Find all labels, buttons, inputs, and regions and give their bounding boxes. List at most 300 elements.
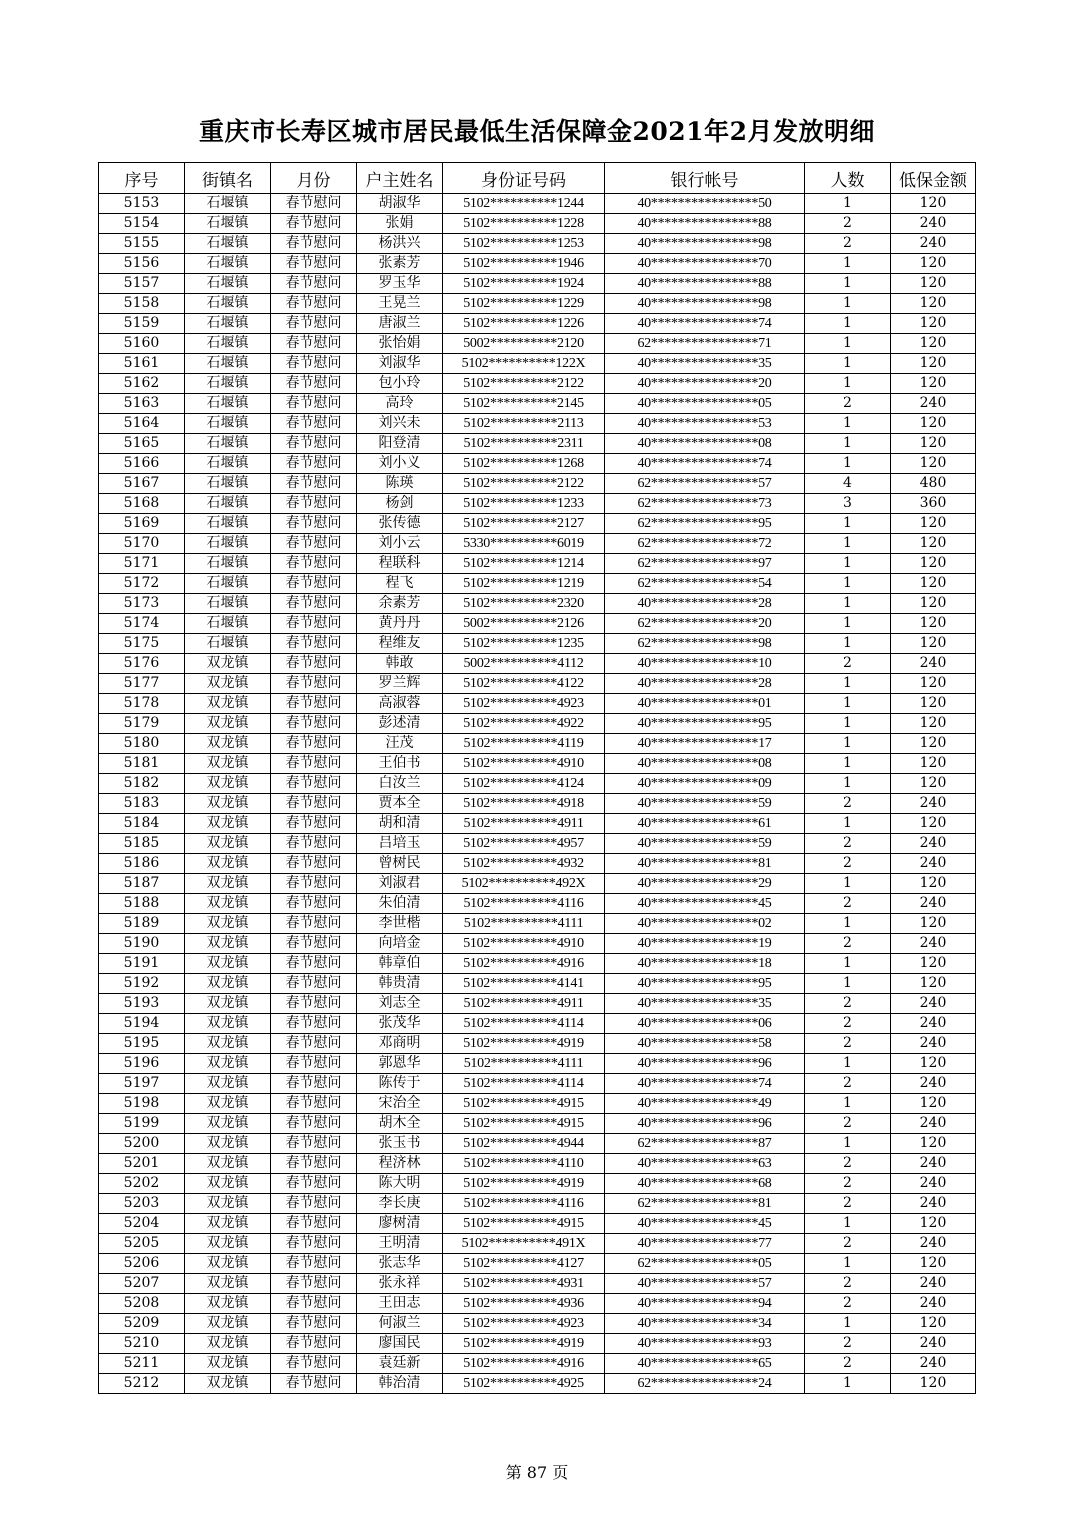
table-row	[99, 974, 976, 994]
row-index: 5177	[99, 674, 185, 694]
row-month: 春节慰问	[271, 594, 357, 614]
table-row	[99, 1054, 976, 1074]
row-town: 双龙镇	[185, 894, 271, 914]
table-row	[99, 954, 976, 974]
row-id-number: 5102**********2113	[443, 414, 605, 434]
row-id-number: 5102**********1253	[443, 234, 605, 254]
table-row	[99, 1314, 976, 1334]
row-id-number: 5102**********4922	[443, 714, 605, 734]
row-householder: 刘兴未	[357, 414, 443, 434]
row-householder: 刘小云	[357, 534, 443, 554]
row-amount: 120	[891, 334, 976, 354]
row-id-number: 5102**********4114	[443, 1074, 605, 1094]
row-index: 5195	[99, 1034, 185, 1054]
row-town: 石堰镇	[185, 574, 271, 594]
row-month: 春节慰问	[271, 994, 357, 1014]
row-bank-account: 40****************01	[605, 694, 805, 714]
row-town: 双龙镇	[185, 1054, 271, 1074]
row-id-number: 5102**********4944	[443, 1134, 605, 1154]
row-bank-account: 40****************93	[605, 1334, 805, 1354]
row-id-number: 5102**********4124	[443, 774, 605, 794]
row-town: 石堰镇	[185, 234, 271, 254]
row-persons: 1	[805, 554, 891, 574]
row-month: 春节慰问	[271, 1114, 357, 1134]
row-id-number: 5002**********2120	[443, 334, 605, 354]
row-index: 5208	[99, 1294, 185, 1314]
row-bank-account: 62****************57	[605, 474, 805, 494]
row-householder: 王明清	[357, 1234, 443, 1254]
row-id-number: 5102**********491X	[443, 1234, 605, 1254]
row-amount: 240	[891, 994, 976, 1014]
row-amount: 240	[891, 1334, 976, 1354]
row-town: 石堰镇	[185, 614, 271, 634]
row-householder: 阳登清	[357, 434, 443, 454]
row-persons: 2	[805, 794, 891, 814]
row-persons: 1	[805, 254, 891, 274]
row-householder: 王田志	[357, 1294, 443, 1314]
row-amount: 120	[891, 274, 976, 294]
row-householder: 罗兰辉	[357, 674, 443, 694]
row-month: 春节慰问	[271, 574, 357, 594]
row-town: 石堰镇	[185, 434, 271, 454]
row-id-number: 5102**********4915	[443, 1094, 605, 1114]
row-index: 5165	[99, 434, 185, 454]
table-row	[99, 894, 976, 914]
row-index: 5190	[99, 934, 185, 954]
row-id-number: 5102**********2145	[443, 394, 605, 414]
row-bank-account: 40****************88	[605, 214, 805, 234]
row-index: 5196	[99, 1054, 185, 1074]
row-month: 春节慰问	[271, 1354, 357, 1374]
row-householder: 张怡娟	[357, 334, 443, 354]
row-month: 春节慰问	[271, 494, 357, 514]
row-bank-account: 40****************98	[605, 294, 805, 314]
row-index: 5200	[99, 1134, 185, 1154]
row-index: 5174	[99, 614, 185, 634]
row-index: 5180	[99, 734, 185, 754]
row-index: 5188	[99, 894, 185, 914]
table-row	[99, 634, 976, 654]
table-row	[99, 534, 976, 554]
row-amount: 240	[891, 1014, 976, 1034]
row-amount: 240	[891, 1034, 976, 1054]
row-householder: 袁廷新	[357, 1354, 443, 1374]
row-month: 春节慰问	[271, 614, 357, 634]
row-persons: 1	[805, 974, 891, 994]
row-householder: 程济林	[357, 1154, 443, 1174]
row-town: 双龙镇	[185, 874, 271, 894]
table-row	[99, 374, 976, 394]
row-amount: 240	[891, 894, 976, 914]
row-index: 5171	[99, 554, 185, 574]
row-id-number: 5102**********4916	[443, 1354, 605, 1374]
row-month: 春节慰问	[271, 794, 357, 814]
data-table	[98, 162, 976, 1394]
row-id-number: 5102**********4931	[443, 1274, 605, 1294]
row-householder: 何淑兰	[357, 1314, 443, 1334]
row-persons: 1	[805, 1134, 891, 1154]
row-persons: 1	[805, 414, 891, 434]
row-town: 石堰镇	[185, 494, 271, 514]
row-month: 春节慰问	[271, 714, 357, 734]
row-index: 5209	[99, 1314, 185, 1334]
row-bank-account: 40****************06	[605, 1014, 805, 1034]
row-index: 5211	[99, 1354, 185, 1374]
row-amount: 240	[891, 1114, 976, 1134]
row-id-number: 5102**********1226	[443, 314, 605, 334]
row-id-number: 5102**********2122	[443, 374, 605, 394]
row-bank-account: 40****************81	[605, 854, 805, 874]
row-bank-account: 62****************95	[605, 514, 805, 534]
row-persons: 1	[805, 634, 891, 654]
row-town: 双龙镇	[185, 694, 271, 714]
table-row	[99, 434, 976, 454]
row-month: 春节慰问	[271, 954, 357, 974]
row-persons: 2	[805, 1034, 891, 1054]
row-amount: 120	[891, 914, 976, 934]
row-householder: 程联科	[357, 554, 443, 574]
row-persons: 1	[805, 714, 891, 734]
row-bank-account: 40****************68	[605, 1174, 805, 1194]
row-town: 双龙镇	[185, 994, 271, 1014]
table-row	[99, 654, 976, 674]
table-row	[99, 734, 976, 754]
row-town: 双龙镇	[185, 1154, 271, 1174]
row-amount: 120	[891, 514, 976, 534]
row-index: 5197	[99, 1074, 185, 1094]
row-id-number: 5102**********1268	[443, 454, 605, 474]
table-row	[99, 1294, 976, 1314]
row-town: 双龙镇	[185, 1294, 271, 1314]
row-persons: 1	[805, 954, 891, 974]
row-bank-account: 40****************08	[605, 434, 805, 454]
row-month: 春节慰问	[271, 254, 357, 274]
row-index: 5179	[99, 714, 185, 734]
row-persons: 2	[805, 934, 891, 954]
row-id-number: 5102**********4923	[443, 694, 605, 714]
row-householder: 向培金	[357, 934, 443, 954]
row-index: 5164	[99, 414, 185, 434]
row-town: 双龙镇	[185, 1374, 271, 1394]
row-householder: 吕培玉	[357, 834, 443, 854]
row-town: 石堰镇	[185, 274, 271, 294]
row-town: 双龙镇	[185, 1034, 271, 1054]
row-index: 5210	[99, 1334, 185, 1354]
row-index: 5201	[99, 1154, 185, 1174]
row-amount: 240	[891, 1294, 976, 1314]
row-town: 双龙镇	[185, 914, 271, 934]
row-amount: 120	[891, 754, 976, 774]
row-month: 春节慰问	[271, 1334, 357, 1354]
row-town: 石堰镇	[185, 634, 271, 654]
row-month: 春节慰问	[271, 514, 357, 534]
row-id-number: 5102**********4915	[443, 1214, 605, 1234]
row-index: 5168	[99, 494, 185, 514]
row-bank-account: 40****************28	[605, 594, 805, 614]
row-id-number: 5102**********1924	[443, 274, 605, 294]
row-town: 石堰镇	[185, 534, 271, 554]
row-id-number: 5102**********4916	[443, 954, 605, 974]
row-householder: 陈大明	[357, 1174, 443, 1194]
table-row	[99, 1254, 976, 1274]
row-householder: 韩敢	[357, 654, 443, 674]
row-index: 5193	[99, 994, 185, 1014]
row-householder: 宋治全	[357, 1094, 443, 1114]
row-town: 双龙镇	[185, 1114, 271, 1134]
row-id-number: 5102**********492X	[443, 874, 605, 894]
row-persons: 2	[805, 1114, 891, 1134]
row-month: 春节慰问	[271, 1194, 357, 1214]
row-householder: 高淑蓉	[357, 694, 443, 714]
row-householder: 廖树清	[357, 1214, 443, 1234]
row-bank-account: 62****************05	[605, 1254, 805, 1274]
row-amount: 120	[891, 294, 976, 314]
row-amount: 240	[891, 1174, 976, 1194]
row-id-number: 5102**********2311	[443, 434, 605, 454]
table-row	[99, 1374, 976, 1394]
row-householder: 汪茂	[357, 734, 443, 754]
row-town: 石堰镇	[185, 214, 271, 234]
row-town: 石堰镇	[185, 514, 271, 534]
row-month: 春节慰问	[271, 854, 357, 874]
row-householder: 曾树民	[357, 854, 443, 874]
row-id-number: 5102**********4936	[443, 1294, 605, 1314]
row-bank-account: 40****************94	[605, 1294, 805, 1314]
row-month: 春节慰问	[271, 874, 357, 894]
row-bank-account: 62****************24	[605, 1374, 805, 1394]
row-bank-account: 40****************74	[605, 454, 805, 474]
row-persons: 1	[805, 274, 891, 294]
row-householder: 彭述清	[357, 714, 443, 734]
row-town: 双龙镇	[185, 1234, 271, 1254]
row-index: 5172	[99, 574, 185, 594]
row-index: 5156	[99, 254, 185, 274]
row-town: 双龙镇	[185, 734, 271, 754]
row-persons: 1	[805, 614, 891, 634]
page-title: 重庆市长寿区城市居民最低生活保障金2021年2月发放明细	[199, 117, 875, 146]
row-bank-account: 40****************95	[605, 974, 805, 994]
table-row	[99, 1154, 976, 1174]
row-month: 春节慰问	[271, 1054, 357, 1074]
col-header-town: 街镇名	[185, 163, 271, 194]
row-persons: 2	[805, 994, 891, 1014]
row-town: 双龙镇	[185, 1354, 271, 1374]
table-row	[99, 1034, 976, 1054]
row-householder: 胡木全	[357, 1114, 443, 1134]
row-id-number: 5102**********4910	[443, 934, 605, 954]
row-bank-account: 40****************74	[605, 1074, 805, 1094]
row-town: 石堰镇	[185, 414, 271, 434]
col-header-index: 序号	[99, 163, 185, 194]
row-amount: 120	[891, 1314, 976, 1334]
row-month: 春节慰问	[271, 734, 357, 754]
row-month: 春节慰问	[271, 1374, 357, 1394]
row-persons: 2	[805, 1154, 891, 1174]
row-bank-account: 40****************57	[605, 1274, 805, 1294]
row-amount: 120	[891, 574, 976, 594]
row-amount: 120	[891, 874, 976, 894]
row-amount: 240	[891, 214, 976, 234]
row-index: 5206	[99, 1254, 185, 1274]
table-row	[99, 394, 976, 414]
table-row	[99, 1354, 976, 1374]
row-bank-account: 40****************88	[605, 274, 805, 294]
row-id-number: 5102**********4918	[443, 794, 605, 814]
row-householder: 张素芳	[357, 254, 443, 274]
row-id-number: 5102**********4915	[443, 1114, 605, 1134]
row-bank-account: 40****************74	[605, 314, 805, 334]
row-town: 双龙镇	[185, 1094, 271, 1114]
row-month: 春节慰问	[271, 1234, 357, 1254]
row-town: 双龙镇	[185, 954, 271, 974]
row-bank-account: 40****************98	[605, 234, 805, 254]
page-number: 第 87 页	[505, 1463, 569, 1482]
row-month: 春节慰问	[271, 634, 357, 654]
row-amount: 120	[891, 454, 976, 474]
row-id-number: 5102**********4122	[443, 674, 605, 694]
row-amount: 240	[891, 794, 976, 814]
row-town: 双龙镇	[185, 814, 271, 834]
row-month: 春节慰问	[271, 1314, 357, 1334]
row-bank-account: 40****************29	[605, 874, 805, 894]
row-month: 春节慰问	[271, 194, 357, 214]
row-town: 双龙镇	[185, 1214, 271, 1234]
table-row	[99, 934, 976, 954]
row-id-number: 5102**********4110	[443, 1154, 605, 1174]
row-town: 石堰镇	[185, 354, 271, 374]
table-row	[99, 1194, 976, 1214]
row-index: 5207	[99, 1274, 185, 1294]
row-month: 春节慰问	[271, 534, 357, 554]
row-town: 石堰镇	[185, 194, 271, 214]
row-month: 春节慰问	[271, 914, 357, 934]
row-town: 石堰镇	[185, 554, 271, 574]
row-amount: 120	[891, 554, 976, 574]
row-month: 春节慰问	[271, 454, 357, 474]
row-persons: 2	[805, 1334, 891, 1354]
row-id-number: 5102**********4116	[443, 894, 605, 914]
row-month: 春节慰问	[271, 434, 357, 454]
row-amount: 120	[891, 354, 976, 374]
row-bank-account: 40****************34	[605, 1314, 805, 1334]
row-householder: 王伯书	[357, 754, 443, 774]
row-householder: 刘淑华	[357, 354, 443, 374]
row-town: 双龙镇	[185, 1274, 271, 1294]
row-month: 春节慰问	[271, 674, 357, 694]
row-householder: 胡和清	[357, 814, 443, 834]
row-persons: 1	[805, 574, 891, 594]
row-town: 双龙镇	[185, 774, 271, 794]
row-bank-account: 40****************20	[605, 374, 805, 394]
row-id-number: 5102**********1229	[443, 294, 605, 314]
row-index: 5189	[99, 914, 185, 934]
row-month: 春节慰问	[271, 894, 357, 914]
row-amount: 120	[891, 1374, 976, 1394]
row-town: 双龙镇	[185, 1134, 271, 1154]
row-persons: 1	[805, 354, 891, 374]
row-index: 5167	[99, 474, 185, 494]
row-persons: 1	[805, 674, 891, 694]
row-index: 5187	[99, 874, 185, 894]
row-persons: 1	[805, 374, 891, 394]
row-index: 5205	[99, 1234, 185, 1254]
row-month: 春节慰问	[271, 974, 357, 994]
row-householder: 白汝兰	[357, 774, 443, 794]
table-row	[99, 814, 976, 834]
row-id-number: 5102**********1214	[443, 554, 605, 574]
row-bank-account: 62****************97	[605, 554, 805, 574]
row-persons: 2	[805, 1074, 891, 1094]
row-index: 5199	[99, 1114, 185, 1134]
row-town: 石堰镇	[185, 394, 271, 414]
row-index: 5176	[99, 654, 185, 674]
row-persons: 2	[805, 1274, 891, 1294]
row-id-number: 5102**********4114	[443, 1014, 605, 1034]
row-town: 石堰镇	[185, 474, 271, 494]
row-id-number: 5002**********4112	[443, 654, 605, 674]
table-row	[99, 1234, 976, 1254]
row-bank-account: 40****************35	[605, 354, 805, 374]
row-amount: 120	[891, 254, 976, 274]
row-persons: 2	[805, 1174, 891, 1194]
row-householder: 刘志全	[357, 994, 443, 1014]
row-bank-account: 62****************20	[605, 614, 805, 634]
row-index: 5175	[99, 634, 185, 654]
row-amount: 120	[891, 414, 976, 434]
row-persons: 1	[805, 1214, 891, 1234]
row-persons: 1	[805, 1094, 891, 1114]
row-amount: 480	[891, 474, 976, 494]
row-month: 春节慰问	[271, 1154, 357, 1174]
table-row	[99, 254, 976, 274]
row-month: 春节慰问	[271, 1174, 357, 1194]
row-persons: 1	[805, 314, 891, 334]
row-amount: 240	[891, 654, 976, 674]
row-householder: 朱伯清	[357, 894, 443, 914]
row-persons: 1	[805, 294, 891, 314]
row-bank-account: 62****************72	[605, 534, 805, 554]
row-persons: 3	[805, 494, 891, 514]
table-row	[99, 314, 976, 334]
row-id-number: 5102**********4111	[443, 1054, 605, 1074]
row-persons: 1	[805, 734, 891, 754]
col-header-persons: 人数	[805, 163, 891, 194]
row-bank-account: 40****************61	[605, 814, 805, 834]
row-bank-account: 40****************02	[605, 914, 805, 934]
row-bank-account: 40****************95	[605, 714, 805, 734]
row-amount: 120	[891, 614, 976, 634]
row-month: 春节慰问	[271, 234, 357, 254]
row-persons: 1	[805, 874, 891, 894]
row-amount: 240	[891, 1274, 976, 1294]
row-month: 春节慰问	[271, 274, 357, 294]
row-month: 春节慰问	[271, 294, 357, 314]
row-persons: 2	[805, 1354, 891, 1374]
table-row	[99, 494, 976, 514]
row-bank-account: 40****************49	[605, 1094, 805, 1114]
row-town: 双龙镇	[185, 1314, 271, 1334]
row-amount: 120	[891, 434, 976, 454]
row-id-number: 5102**********4119	[443, 734, 605, 754]
table-row	[99, 674, 976, 694]
row-index: 5160	[99, 334, 185, 354]
row-householder: 唐淑兰	[357, 314, 443, 334]
row-amount: 240	[891, 234, 976, 254]
row-householder: 李世楷	[357, 914, 443, 934]
row-town: 双龙镇	[185, 754, 271, 774]
row-persons: 2	[805, 214, 891, 234]
row-householder: 张娟	[357, 214, 443, 234]
